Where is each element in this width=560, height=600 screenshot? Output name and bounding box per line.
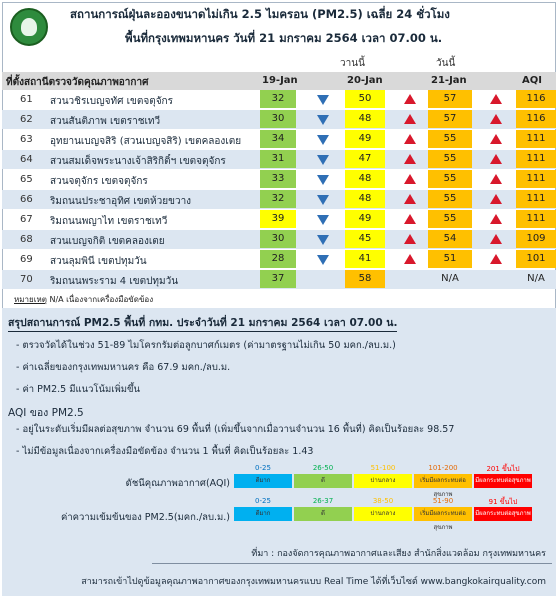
header-21jan: 21-Jan xyxy=(431,75,467,86)
pm-20jan: 50 xyxy=(345,90,385,108)
trend-up-icon xyxy=(490,254,502,264)
aqi-value: 109 xyxy=(516,230,556,248)
pm-19jan: 31 xyxy=(260,150,296,168)
aqi-value: 111 xyxy=(516,190,556,208)
trend-up-icon xyxy=(404,214,416,224)
pm-19jan: 39 xyxy=(260,210,296,228)
table-note xyxy=(14,293,153,306)
pm-21jan: 57 xyxy=(428,110,472,128)
legend-aqi-range: 26-50 xyxy=(312,464,334,472)
today-label: วันนี้ xyxy=(436,58,456,69)
divider xyxy=(152,563,552,564)
pm-20jan: 45 xyxy=(345,230,385,248)
report-subtitle: พื้นที่กรุงเทพมหานคร วันที่ 21 มกราคม 2564 เวลา 07.00 น. xyxy=(125,31,443,45)
trend-up-icon xyxy=(490,154,502,164)
legend-aqi-box: มีผลกระทบต่อสุขภาพ xyxy=(474,474,532,488)
legend-pm-label: ค่าความเข้มข้นของ PM2.5(มคก./ลบ.ม.) xyxy=(60,512,230,523)
row-number: 61 xyxy=(20,94,33,105)
legend-aqi-box: เริ่มมีผลกระทบต่อสุขภาพ xyxy=(414,474,472,488)
legend-pm-box: มีผลกระทบต่อสุขภาพ xyxy=(474,507,532,521)
summary-bullet: - ค่า PM2.5 มีแนวโน้มเพิ่มขึ้น xyxy=(16,384,141,395)
pm-21jan: 54 xyxy=(428,230,472,248)
aqi-value: 101 xyxy=(516,250,556,268)
trend-up-icon xyxy=(404,194,416,204)
pm-20jan: 48 xyxy=(345,170,385,188)
pm-20jan: 49 xyxy=(345,130,385,148)
trend-down-icon xyxy=(317,195,329,205)
pm-20jan: 48 xyxy=(345,190,385,208)
summary-bullet: - อยู่ในระดับเริ่มมีผลต่อสุขภาพ จำนวน 69 พื้นที่ (เพิ่มขึ้นจากเมื่อวานจำนวน 16 พื้นที่) คิดเป็นร้อยละ 98.57 xyxy=(16,424,455,435)
trend-up-icon xyxy=(404,134,416,144)
trend-down-icon xyxy=(317,95,329,105)
legend-pm-box: เริ่มมีผลกระทบต่อสุขภาพ xyxy=(414,507,472,521)
trend-up-icon xyxy=(404,94,416,104)
aqi-section-title: AQI ของ PM2.5 xyxy=(8,407,84,419)
legend-pm-range: 91 ขึ้นไป xyxy=(488,498,518,506)
trend-up-icon xyxy=(490,234,502,244)
station-name: สวนจตุจักร เขตจตุจักร xyxy=(50,176,148,187)
trend-up-icon xyxy=(404,234,416,244)
row-number: 63 xyxy=(20,134,33,145)
legend-aqi-range: 201 ขึ้นไป xyxy=(486,465,520,473)
station-name: ริมถนนประชาอุทิศ เขตห้วยขวาง xyxy=(50,196,192,207)
table-row xyxy=(2,230,556,249)
station-name: ริมถนนพระราม 4 เขตปทุมวัน xyxy=(50,276,179,287)
pm-19jan: 37 xyxy=(260,270,296,288)
source-credit: ที่มา : กองจัดการคุณภาพอากาศและเสียง สำนักสิ่งแวดล้อม กรุงเทพมหานคร xyxy=(251,549,546,559)
trend-down-icon xyxy=(317,255,329,265)
aqi-value: 111 xyxy=(516,170,556,188)
pm-21jan: N/A xyxy=(441,273,459,284)
note-text: N/A เนื่องจากเครื่องมือขัดข้อง xyxy=(49,295,154,304)
trend-up-icon xyxy=(490,94,502,104)
pm-20jan: 48 xyxy=(345,110,385,128)
row-number: 66 xyxy=(20,194,33,205)
table-row xyxy=(2,210,556,229)
pm-19jan: 34 xyxy=(260,130,296,148)
report-title: สถานการณ์ฝุ่นละอองขนาดไม่เกิน 2.5 ไมครอน (PM2.5) เฉลี่ย 24 ชั่วโมง xyxy=(70,7,450,21)
pm-21jan: 55 xyxy=(428,210,472,228)
header-20jan: 20-Jan xyxy=(347,75,383,86)
legend-aqi-box: ปานกลาง xyxy=(354,474,412,488)
row-number: 67 xyxy=(20,214,33,225)
row-number: 65 xyxy=(20,174,33,185)
table-row xyxy=(2,170,556,189)
station-name: อุทยานเบญจสิริ (สวนเบญจสิริ) เขตคลองเตย xyxy=(50,136,242,147)
table-row xyxy=(2,90,556,109)
table-row xyxy=(2,250,556,269)
legend-aqi-range: 51-100 xyxy=(370,464,396,472)
website-link[interactable]: สามารถเข้าไปดูข้อมูลคุณภาพอากาศของกรุงเทพมหานครแบบ Real Time ได้ที่เว็บไซต์ www.bangkokairquality.com xyxy=(81,577,546,587)
trend-up-icon xyxy=(404,114,416,124)
bma-logo xyxy=(10,8,48,46)
row-number: 62 xyxy=(20,114,33,125)
table-row xyxy=(2,190,556,209)
trend-up-icon xyxy=(490,174,502,184)
pm-19jan: 30 xyxy=(260,110,296,128)
summary-bullet: - ค่าเฉลี่ยของกรุงเทพมหานคร คือ 67.9 มคก./ลบ.ม. xyxy=(16,362,231,373)
pm-19jan: 28 xyxy=(260,250,296,268)
trend-down-icon xyxy=(317,175,329,185)
aqi-value: 111 xyxy=(516,210,556,228)
legend-pm-range: 0-25 xyxy=(255,497,271,505)
table-row xyxy=(2,270,556,289)
pm-19jan: 30 xyxy=(260,230,296,248)
legend-pm-range: 38-50 xyxy=(372,497,394,505)
aqi-value: 111 xyxy=(516,130,556,148)
pm-21jan: 55 xyxy=(428,130,472,148)
table-row xyxy=(2,150,556,169)
trend-down-icon xyxy=(317,235,329,245)
legend-pm-range: 26-37 xyxy=(312,497,334,505)
row-number: 64 xyxy=(20,154,33,165)
aqi-value: 116 xyxy=(516,110,556,128)
legend-aqi-box: ดี xyxy=(294,474,352,488)
aqi-value: 111 xyxy=(516,150,556,168)
table-row xyxy=(2,130,556,149)
row-number: 68 xyxy=(20,234,33,245)
note-label: หมายเหตุ xyxy=(14,295,47,304)
legend-pm-box: ดีมาก xyxy=(234,507,292,521)
trend-up-icon xyxy=(404,254,416,264)
header-station: ที่ตั้งสถานีตรวจวัดคุณภาพอากาศ xyxy=(6,77,149,88)
aqi-value: N/A xyxy=(527,273,545,284)
legend-aqi-range: 0-25 xyxy=(255,464,271,472)
pm-19jan: 33 xyxy=(260,170,296,188)
trend-down-icon xyxy=(317,135,329,145)
trend-up-icon xyxy=(490,114,502,124)
pm-20jan: 47 xyxy=(345,150,385,168)
yesterday-label: วานนี้ xyxy=(340,58,365,69)
station-name: สวนลุมพินี เขตปทุมวัน xyxy=(50,256,147,267)
pm-19jan: 32 xyxy=(260,90,296,108)
pm-21jan: 57 xyxy=(428,90,472,108)
legend-pm-box: ดี xyxy=(294,507,352,521)
summary-title: สรุปสถานการณ์ PM2.5 พื้นที่ กทม. ประจำวันที่ 21 มกราคม 2564 เวลา 07.00 น. xyxy=(8,314,397,332)
trend-down-icon xyxy=(317,115,329,125)
aqi-value: 116 xyxy=(516,90,556,108)
table-row xyxy=(2,110,556,129)
legend-aqi-range: 101-200 xyxy=(428,464,458,472)
legend-pm-box: ปานกลาง xyxy=(354,507,412,521)
station-name: สวนเบญจกิติ เขตคลองเตย xyxy=(50,236,165,247)
summary-section xyxy=(2,308,556,596)
trend-up-icon xyxy=(490,214,502,224)
legend-pm-range: 51-90 xyxy=(432,497,454,505)
pm-21jan: 55 xyxy=(428,170,472,188)
header-19jan: 19-Jan xyxy=(262,75,298,86)
pm-20jan: 49 xyxy=(345,210,385,228)
pm-21jan: 55 xyxy=(428,190,472,208)
trend-up-icon xyxy=(490,194,502,204)
legend-aqi-label: ดัชนีคุณภาพอากาศ(AQI) xyxy=(125,478,230,489)
trend-down-icon xyxy=(317,155,329,165)
station-name: สวนสันติภาพ เขตราชเทวี xyxy=(50,116,161,127)
pm-20jan: 58 xyxy=(345,270,385,288)
summary-bullet: - ตรวจวัดได้ในช่วง 51-89 ไมโครกรัมต่อลูกบาศก์เมตร (ค่ามาตรฐานไม่เกิน 50 มคก./ลบ.ม.) xyxy=(16,340,396,351)
pm-21jan: 55 xyxy=(428,150,472,168)
station-name: สวนสมเด็จพระนางเจ้าสิริกิติ์ฯ เขตจตุจักร xyxy=(50,156,226,167)
trend-up-icon xyxy=(490,134,502,144)
pm-21jan: 51 xyxy=(428,250,472,268)
legend-aqi-box: ดีมาก xyxy=(234,474,292,488)
row-number: 69 xyxy=(20,254,33,265)
pm-20jan: 41 xyxy=(345,250,385,268)
trend-up-icon xyxy=(404,154,416,164)
summary-bullet: - ไม่มีข้อมูลเนื่องจากเครื่องมือขัดข้อง จำนวน 1 พื้นที่ คิดเป็นร้อยละ 1.43 xyxy=(16,446,314,457)
station-name: สวนวชิรเบญจทัศ เขตจตุจักร xyxy=(50,96,173,107)
pm-19jan: 32 xyxy=(260,190,296,208)
trend-down-icon xyxy=(317,215,329,225)
trend-up-icon xyxy=(404,174,416,184)
row-number: 70 xyxy=(20,274,33,285)
station-name: ริมถนนพญาไท เขตราชเทวี xyxy=(50,216,168,227)
header-aqi: AQI xyxy=(522,75,542,86)
